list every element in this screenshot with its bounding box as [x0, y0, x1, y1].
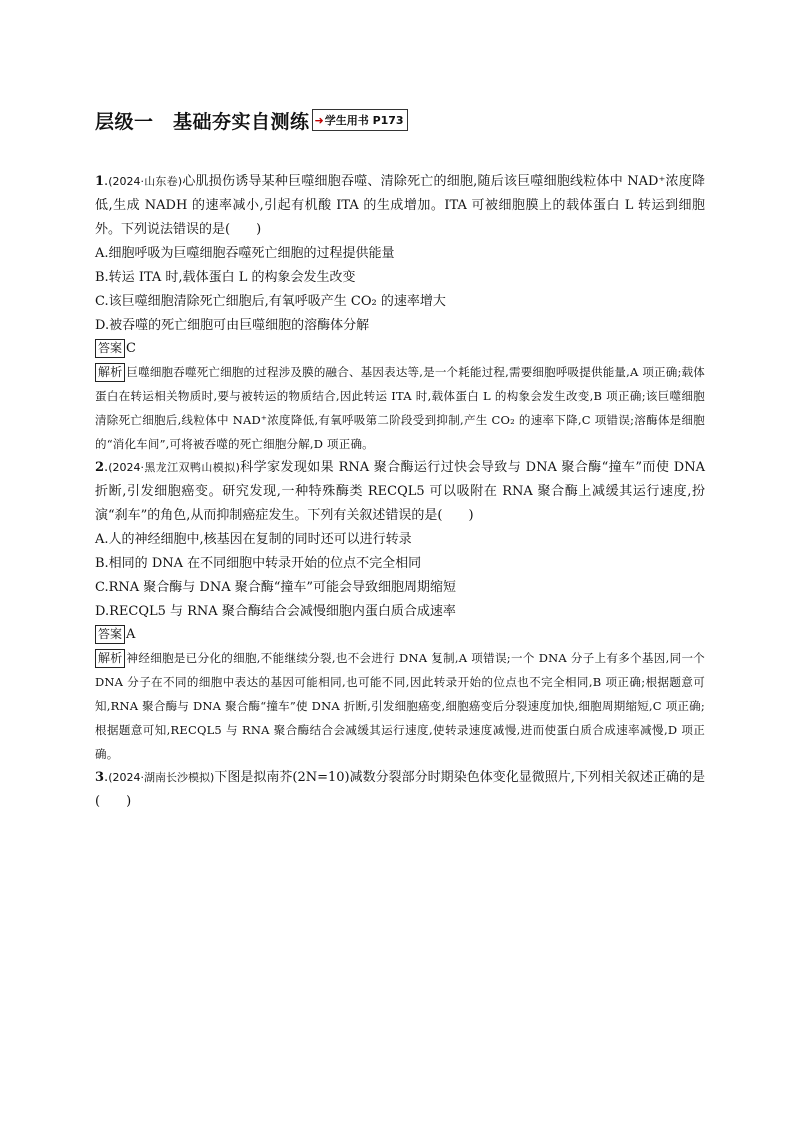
option-d: D.被吞噬的死亡细胞可由巨噬细胞的溶酶体分解 — [95, 318, 370, 333]
arrow-right-icon: ➜ — [314, 113, 324, 127]
question-number: 3 — [95, 770, 105, 785]
option-d: D.RECQL5 与 RNA 聚合酶结合会减慢细胞内蛋白质合成速率 — [95, 604, 456, 619]
answer-line — [95, 624, 705, 646]
answer-line — [95, 338, 705, 360]
explanation-tag: 解析 — [95, 363, 125, 382]
question-list — [95, 170, 705, 814]
question-1 — [95, 170, 705, 456]
option-c: C.该巨噬细胞清除死亡细胞后,有氧呼吸产生 CO₂ 的速率增大 — [95, 294, 446, 309]
question-text: 下图是拟南芥(2N=10)减数分裂部分时期染色体变化显微照片,下列相关叙述正确的是( ) — [95, 770, 705, 809]
question-source: (2024·山东卷) — [108, 175, 183, 188]
question-3 — [95, 766, 705, 814]
student-book-page: 学生用书 P173 — [324, 114, 404, 127]
option-a: A.细胞呼吸为巨噬细胞吞噬死亡细胞的过程提供能量 — [95, 246, 395, 261]
student-book-reference — [312, 109, 408, 131]
question-2 — [95, 456, 705, 766]
question-stem: 3.(2024·湖南长沙模拟)下图是拟南芥(2N=10)减数分裂部分时期染色体变化显微照片,下列相关叙述正确的是( ) — [95, 770, 705, 809]
question-number: 2 — [95, 460, 105, 475]
question-source: (2024·湖南长沙模拟) — [108, 771, 215, 784]
question-stem: 1.(2024·山东卷)心肌损伤诱导某种巨噬细胞吞噬、清除死亡的细胞,随后该巨噬细胞线粒体中 NAD⁺浓度降低,生成 NADH 的速率减小,引起有机酸 ITA 的生成增加。ITA 可被细胞膜上的载体蛋白 L 转运到细胞外。下列说法错误的是( ) — [95, 174, 705, 237]
explanation — [95, 646, 705, 766]
answer-value: A — [126, 627, 136, 642]
question-stem: 2.(2024·黑龙江双鸭山模拟)科学家发现如果 RNA 聚合酶运行过快会导致与 DNA 聚合酶“撞车”而使 DNA 折断,引发细胞癌变。研究发现,一种特殊酶类 RECQL5 可以吸附在 RNA 聚合酶上减缓其运行速度,扮演“刹车”的角色,从而抑制癌症发生。下列有关叙述错误的是( ) — [95, 460, 705, 523]
answer-value: C — [126, 341, 136, 356]
answer-tag: 答案 — [95, 339, 125, 358]
answer-tag: 答案 — [95, 625, 125, 644]
explanation-text: 巨噬细胞吞噬死亡细胞的过程涉及膜的融合、基因表达等,是一个耗能过程,需要细胞呼吸提供能量,A 项正确;载体蛋白在转运相关物质时,要与被转运的物质结合,因此转运 ITA 时,载体蛋白 L 的构象会发生改变,B 项正确;该巨噬细胞清除死亡细胞后,线粒体中 NAD⁺浓度降低,有氧呼吸第二阶段受到抑制,产生 CO₂ 的速率下降,C 项错误;溶酶体是细胞的“消化车间”,可将被吞噬的死亡细胞分解,D 项正确。 — [95, 365, 705, 451]
question-source: (2024·黑龙江双鸭山模拟) — [108, 461, 240, 474]
question-text: 科学家发现如果 RNA 聚合酶运行过快会导致与 DNA 聚合酶“撞车”而使 DNA 折断,引发细胞癌变。研究发现,一种特殊酶类 RECQL5 可以吸附在 RNA 聚合酶上减缓其运行速度,扮演“刹车”的角色,从而抑制癌症发生。下列有关叙述错误的是( ) — [95, 460, 705, 523]
explanation — [95, 360, 705, 456]
option-b: B.转运 ITA 时,载体蛋白 L 的构象会发生改变 — [95, 270, 356, 285]
question-number: 1 — [95, 174, 105, 189]
section-title: 层级一 基础夯实自测练 — [95, 110, 310, 133]
option-b: B.相同的 DNA 在不同细胞中转录开始的位点不完全相同 — [95, 556, 422, 571]
section-header — [95, 104, 408, 136]
question-text: 心肌损伤诱导某种巨噬细胞吞噬、清除死亡的细胞,随后该巨噬细胞线粒体中 NAD⁺浓度降低,生成 NADH 的速率减小,引起有机酸 ITA 的生成增加。ITA 可被细胞膜上的载体蛋白 L 转运到细胞外。下列说法错误的是( ) — [95, 174, 705, 237]
explanation-text: 神经细胞是已分化的细胞,不能继续分裂,也不会进行 DNA 复制,A 项错误;一个 DNA 分子上有多个基因,同一个 DNA 分子在不同的细胞中表达的基因可能相同,也可能不同,因此转录开始的位点也不完全相同,B 项正确;根据题意可知,RNA 聚合酶与 DNA 聚合酶“撞车”使 DNA 折断,引发细胞癌变,细胞癌变后分裂速度加快,细胞周期缩短,C 项正确;根据题意可知,RECQL5 与 RNA 聚合酶结合会减缓其运行速度,使转录速度减慢,进而使蛋白质合成速率减慢,D 项正确。 — [95, 651, 705, 761]
explanation-tag: 解析 — [95, 649, 125, 668]
option-a: A.人的神经细胞中,核基因在复制的同时还可以进行转录 — [95, 532, 412, 547]
option-c: C.RNA 聚合酶与 DNA 聚合酶“撞车”可能会导致细胞周期缩短 — [95, 580, 457, 595]
